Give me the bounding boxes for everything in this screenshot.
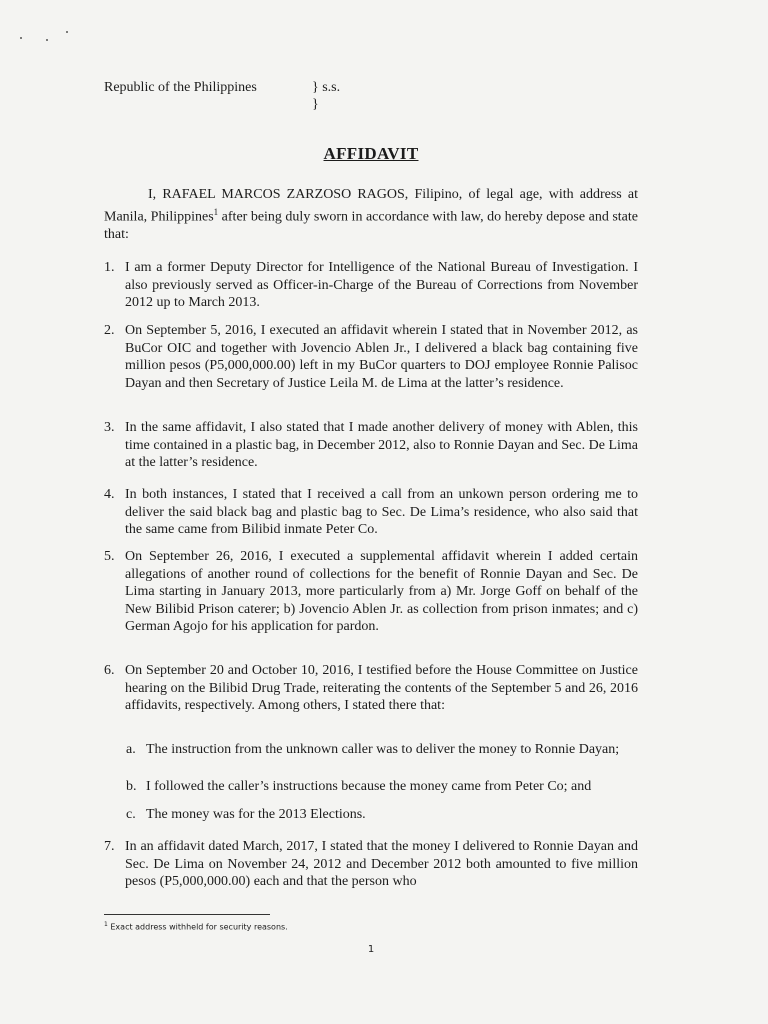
sub-item-text: I followed the caller’s instructions because the money came from Peter Co; and xyxy=(146,779,592,794)
venue-country: Republic of the Philippines xyxy=(104,80,257,95)
footnote-rule xyxy=(104,914,270,915)
numbered-item xyxy=(104,322,638,392)
item-number: 7. xyxy=(104,839,115,854)
item-number: 4. xyxy=(104,487,115,502)
sub-item xyxy=(126,807,638,823)
item-text: I am a former Deputy Director for Intelligence of the National Bureau of Investigation. I also previously served as Officer-in-Charge of the Bureau of Corrections from November 2012 up to March 2013. xyxy=(125,260,638,310)
venue-block xyxy=(104,80,341,114)
numbered-item xyxy=(104,419,638,472)
item-text: In both instances, I stated that I received a call from an unkown person ordering me to deliver the said black bag and plastic bag to Sec. De Lima’s residence, who also said that the same came from Bilibid inmate Peter Co. xyxy=(125,487,638,537)
venue-brace: } xyxy=(312,97,319,112)
sub-item-letter: a. xyxy=(126,742,136,757)
item-text: On September 26, 2016, I executed a supplemental affidavit wherein I added certain allegations of another round of collections for the benefit of Ronnie Dayan and Sec. De Lima starting in January 2013, more particularly from a) Mr. Jorge Goff on behalf of the New Bilibid Prison caterer; b) Jovencio Ablen Jr. as collection from prison inmates; and c) German Agojo for his application for pardon. xyxy=(125,549,638,634)
footnote-mark: 1 xyxy=(104,921,108,928)
sub-item xyxy=(126,742,638,758)
sub-item xyxy=(126,779,638,795)
sub-item-letter: b. xyxy=(126,779,137,794)
venue-ss: } s.s. xyxy=(312,80,341,95)
footnote xyxy=(104,921,288,932)
item-text: In an affidavit dated March, 2017, I stated that the money I delivered to Ronnie Dayan and Sec. De Lima on November 24, 2012 and December 2012 both amounted to five million pesos (P5,000,000.00) each and that the person who xyxy=(125,839,638,889)
numbered-item xyxy=(104,548,638,636)
document-title: AFFIDAVIT xyxy=(323,144,419,163)
intro-text: I, RAFAEL MARCOS ZARZOSO RAGOS, Filipino, of legal age, with address at Manila, Philippines xyxy=(104,187,638,225)
item-number: 6. xyxy=(104,663,115,678)
intro-text-rest: after being duly sworn in accordance with law, do hereby depose and state that: xyxy=(104,209,638,242)
item-text: On September 5, 2016, I executed an affidavit wherein I stated that in November 2012, as BuCor OIC and together with Jovencio Ablen Jr., I delivered a black bag containing five million pesos (P5,000,000.00) left in my BuCor quarters to DOJ employee Ronnie Palisoc Dayan and then Secretary of Justice Leila M. de Lima at the latter’s residence. xyxy=(125,323,638,391)
footnote-text: Exact address withheld for security reasons. xyxy=(107,922,288,932)
sub-item-text: The money was for the 2013 Elections. xyxy=(146,807,366,822)
item-number: 2. xyxy=(104,323,115,338)
scan-speck xyxy=(66,31,68,33)
numbered-item xyxy=(104,838,638,891)
item-number: 1. xyxy=(104,260,115,275)
page-number: 1 xyxy=(367,944,375,955)
item-text: On September 20 and October 10, 2016, I testified before the House Committee on Justice hearing on the Bilibid Drug Trade, reiterating the contents of the September 5 and 26, 2016 affidavits, respectively. Among others, I stated there that: xyxy=(125,663,638,713)
numbered-item xyxy=(104,486,638,539)
numbered-item xyxy=(104,259,638,312)
sub-item-letter: c. xyxy=(126,807,136,822)
footnote-reference: 1 xyxy=(213,206,219,217)
item-number: 3. xyxy=(104,420,115,435)
sub-item-text: The instruction from the unknown caller was to deliver the money to Ronnie Dayan; xyxy=(146,742,620,757)
intro-paragraph xyxy=(104,186,638,243)
scan-speck xyxy=(46,39,48,41)
item-text: In the same affidavit, I also stated that I made another delivery of money with Ablen, this time contained in a plastic bag, in December 2012, also to Ronnie Dayan and Sec. De Lima at the latter’s residence. xyxy=(125,420,638,470)
item-number: 5. xyxy=(104,549,115,564)
scan-speck xyxy=(20,37,22,39)
numbered-item xyxy=(104,662,638,715)
